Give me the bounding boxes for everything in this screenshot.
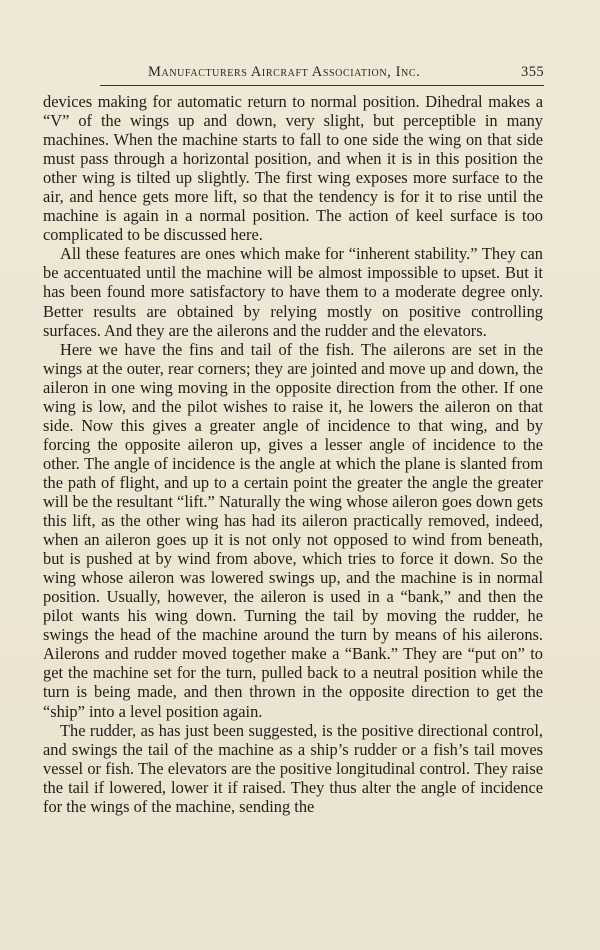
paragraph: devices making for automatic return to normal position. Dihedral makes a “V” of the wings up and down, very slight, but perceptible in many machines. When the machine starts to fall to one side the wing on that side must pass through a horizontal position, and when it is in this position the other wing is tilted up slightly. The first wing exposes more surface to the air, and hence gets more lift, so that the tendency is for it to rise until the machine is again in a normal position. The action of keel surface is too complicated to be discussed here.: [43, 92, 543, 245]
paragraph: All these features are ones which make for “inherent stability.” They can be accentuated until the machine will be almost impossible to upset. But it has been found more satisfactory to have them to a moderate degree only. Better results are obtained by relying mostly on positive controlling surfaces. And they are the ailerons and the rudder and the elevators.: [43, 244, 543, 340]
paragraph: Here we have the fins and tail of the fish. The ailerons are set in the wings at the outer, rear corners; they are jointed and move up and down, the aileron in one wing moving in the opposite direction from the other. If one wing is low, and the pilot wishes to raise it, he lowers the aileron on that side. Now this gives a greater angle of incidence to that wing, and by forcing the opposite aileron up, gives a lesser angle of incidence to the other. The angle of incidence is the angle at which the plane is slanted from the path of flight, and up to a certain point the greater the angle the greater will be the resultant “lift.” Naturally the wing whose aileron goes down gets this lift, as the other wing has had its aileron practically removed, indeed, when an aileron goes up it is not only not opposed to wind from beneath, but is pushed at by wind from above, which tries to force it down. So the wing whose aileron was lowered swings up, and the machine is in normal position. Usually, however, the aileron is used in a “bank,” and then the pilot wants his wing down. Turning the tail by moving the rudder, he swings the head of the machine around the turn by means of his ailerons. Ailerons and rudder moved together make a “Bank.” They are “put on” to get the machine set for the turn, pulled back to a neutral position while the turn is being made, and then thrown in the opposite direction to get the “ship” into a level position again.: [43, 339, 543, 721]
body-text: [43, 92, 543, 816]
paragraph: The rudder, as has just been suggested, is the positive directional control, and swings the tail of the machine as a ship’s rudder or a fish’s tail moves vessel or fish. The elevators are the positive longitudinal control. They raise the tail if lowered, lower it if raised. They thus alter the angle of incidence for the wings of the machine, sending the: [43, 720, 543, 816]
header-rule: [100, 85, 544, 86]
page-header: [100, 62, 544, 84]
running-title: Manufacturers Aircraft Association, Inc.: [148, 64, 421, 80]
page-number: 355: [521, 64, 544, 80]
